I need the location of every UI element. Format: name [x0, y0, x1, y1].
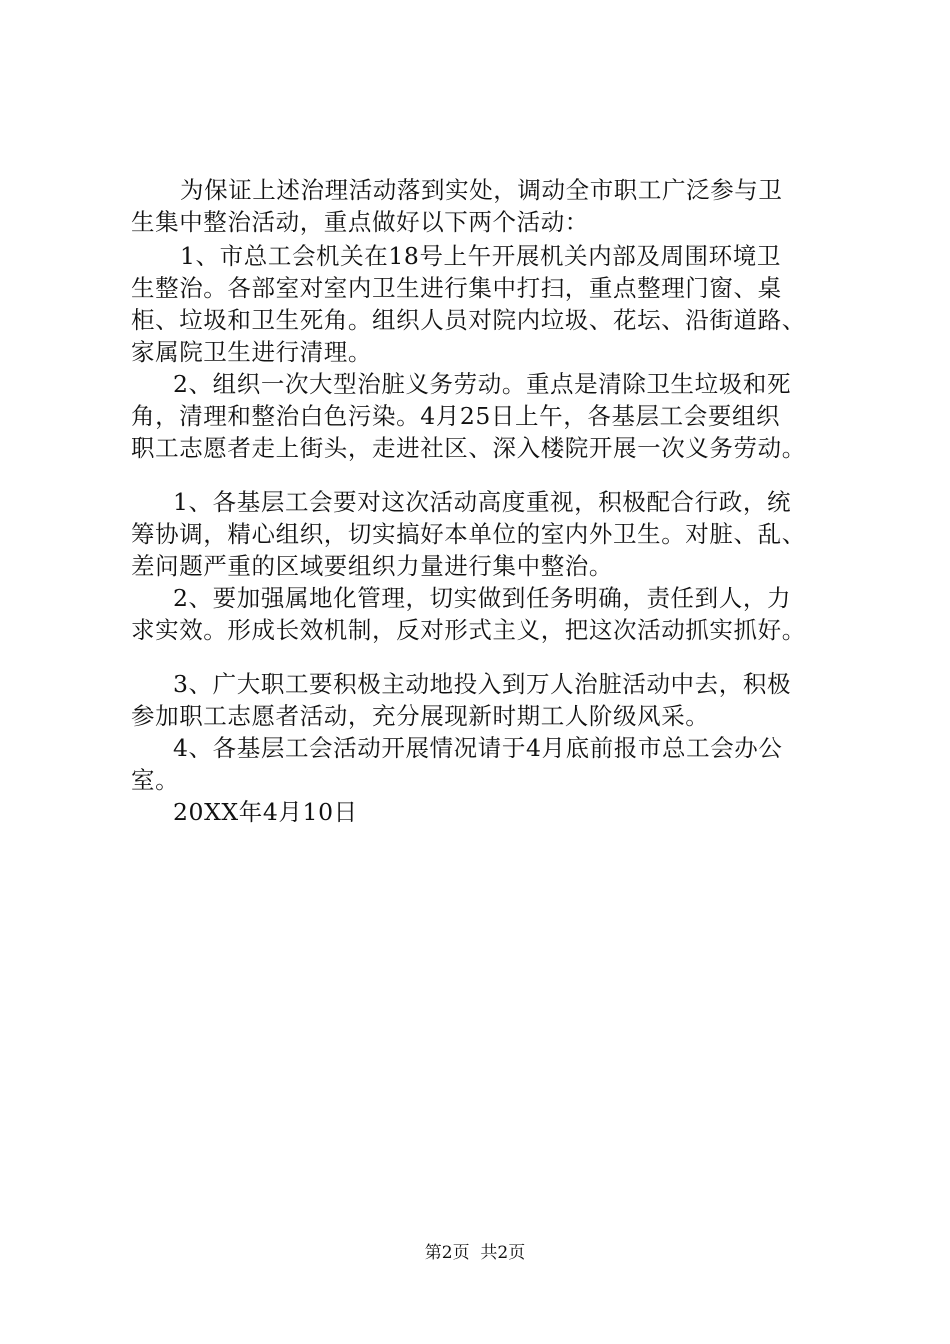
paragraph-line: 家属院卫生进行清理。: [131, 338, 372, 366]
paragraph-line: 职工志愿者走上街头，走进社区、深入楼院开展一次义务劳动。: [131, 434, 806, 462]
paragraph-line: 求实效。形成长效机制，反对形式主义，把这次活动抓实抓好。: [131, 616, 806, 644]
paragraph-line: 3、广大职工要积极主动地投入到万人治脏活动中去，积极: [173, 670, 792, 698]
paragraph-line: 2、组织一次大型治脏义务劳动。重点是清除卫生垃圾和死: [173, 370, 792, 398]
paragraph-line: 为保证上述治理活动落到实处，调动全市职工广泛参与卫: [180, 176, 783, 204]
paragraph-line: 室。: [131, 766, 180, 794]
paragraph-line: 筹协调，精心组织，切实搞好本单位的室内外卫生。对脏、乱、: [131, 520, 806, 548]
paragraph-line: 角，清理和整治白色污染。4月25日上午，各基层工会要组织: [131, 402, 781, 430]
paragraph-line: 1、各基层工会要对这次活动高度重视，积极配合行政，统: [173, 488, 792, 516]
paragraph-line: 生整治。各部室对室内卫生进行集中打扫，重点整理门窗、桌: [131, 274, 782, 302]
page-number-footer: 第2页 共2页: [424, 1243, 526, 1263]
paragraph-line: 差问题严重的区域要组织力量进行集中整治。: [131, 552, 613, 580]
paragraph-line: 1、市总工会机关在18号上午开展机关内部及周围环境卫: [180, 242, 781, 270]
paragraph-line: 4、各基层工会活动开展情况请于4月底前报市总工会办公: [173, 734, 783, 762]
paragraph-line: 2、要加强属地化管理，切实做到任务明确，责任到人，力: [173, 584, 792, 612]
paragraph-line: 参加职工志愿者活动，充分展现新时期工人阶级风采。: [131, 702, 710, 730]
document-date: 20XX年4月10日: [173, 798, 358, 826]
paragraph-line: 柜、垃圾和卫生死角。组织人员对院内垃圾、花坛、沿街道路、: [131, 306, 806, 334]
paragraph-line: 生集中整治活动，重点做好以下两个活动：: [131, 208, 589, 236]
